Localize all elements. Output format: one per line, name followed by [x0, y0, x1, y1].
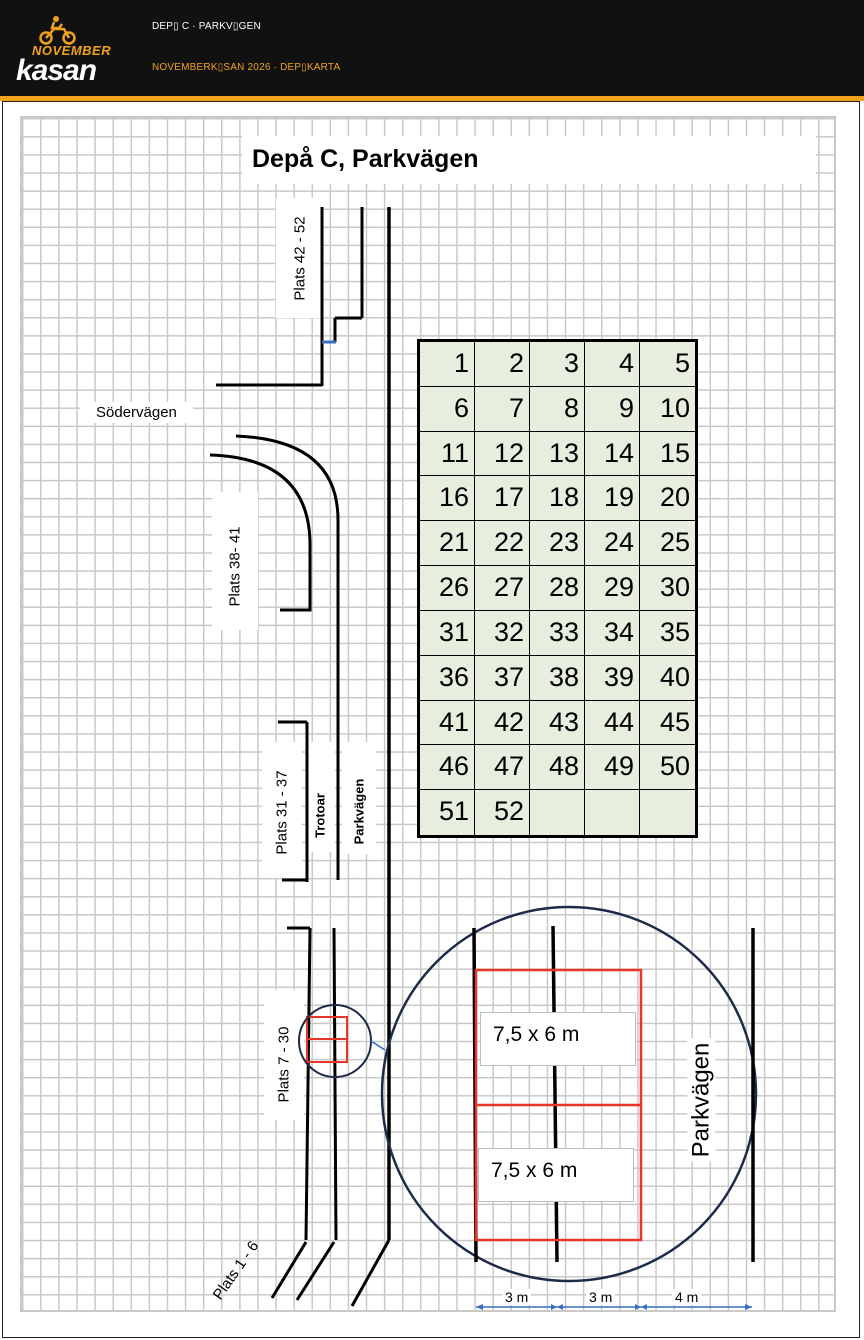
parking-slot: 19 [585, 476, 640, 521]
parking-slot: 48 [530, 745, 585, 790]
label-plats-7-30: Plats 7 - 30 [275, 1026, 293, 1103]
measure-3m-b: 3 m [586, 1289, 615, 1305]
parking-slot: 33 [530, 611, 585, 656]
label-plats-1-6: Plats 1 - 6 [209, 1237, 263, 1304]
parking-slot: 5 [640, 342, 695, 387]
header-title: DEP▯ C · PARKV▯GEN [152, 21, 261, 32]
parking-slot: 2 [475, 342, 530, 387]
label-trotoar: Trotoar [312, 793, 328, 838]
label-parkvagen-small: Parkvägen [351, 778, 367, 845]
parking-slot: 44 [585, 701, 640, 746]
parking-slot: 23 [530, 521, 585, 566]
parking-slot: 22 [475, 521, 530, 566]
parking-slot: 47 [475, 745, 530, 790]
slot-dimension-2: 7,5 x 6 m [478, 1148, 634, 1202]
parking-slot: 52 [475, 790, 530, 835]
header-subtitle: NOVEMBERK▯SAN 2026 · DEP▯KARTA [152, 62, 341, 73]
parking-slot: 9 [585, 387, 640, 432]
logo-text-kasan: kasan [16, 54, 97, 87]
parking-slot: 6 [420, 387, 475, 432]
slot-dimension-1: 7,5 x 6 m [480, 1012, 636, 1066]
parking-slot: 26 [420, 566, 475, 611]
parking-slot: 38 [530, 656, 585, 701]
parking-slot: 46 [420, 745, 475, 790]
parking-slot: 45 [640, 701, 695, 746]
parking-slot: 18 [530, 476, 585, 521]
parking-slot: 50 [640, 745, 695, 790]
parking-slot: 41 [420, 701, 475, 746]
parking-slot: 12 [475, 432, 530, 477]
parking-slot: 11 [420, 432, 475, 477]
parking-slot: 49 [585, 745, 640, 790]
parking-slot: 1 [420, 342, 475, 387]
parking-slot: 29 [585, 566, 640, 611]
parking-slot: 3 [530, 342, 585, 387]
parking-slot: 8 [530, 387, 585, 432]
parking-slot: 14 [585, 432, 640, 477]
parking-slot: 27 [475, 566, 530, 611]
logo-text-november: NOVEMBER [32, 43, 112, 58]
parking-slot: 25 [640, 521, 695, 566]
parking-slot: 17 [475, 476, 530, 521]
parking-slot: 37 [475, 656, 530, 701]
parking-slot: 10 [640, 387, 695, 432]
parking-slot: 7 [475, 387, 530, 432]
parking-slot: 43 [530, 701, 585, 746]
label-plats-38-41: Plats 38- 41 [226, 526, 244, 607]
label-sodervagen: Södervägen [80, 402, 193, 423]
parking-slot [530, 790, 585, 835]
parking-slot [585, 790, 640, 835]
parking-slot: 13 [530, 432, 585, 477]
detail-street-parkvagen: Parkvägen [687, 1039, 715, 1162]
parking-slot: 15 [640, 432, 695, 477]
parking-slot: 34 [585, 611, 640, 656]
parking-slot: 32 [475, 611, 530, 656]
measure-3m-a: 3 m [502, 1289, 531, 1305]
parking-slot [640, 790, 695, 835]
parking-slot: 28 [530, 566, 585, 611]
parking-slot: 36 [420, 656, 475, 701]
parking-slot: 40 [640, 656, 695, 701]
parking-slot: 30 [640, 566, 695, 611]
map-title: Depå C, Parkvägen [242, 136, 816, 184]
parking-slot: 20 [640, 476, 695, 521]
label-plats-31-37: Plats 31 - 37 [273, 770, 291, 855]
parking-slot: 21 [420, 521, 475, 566]
parking-slot: 39 [585, 656, 640, 701]
parking-slot: 35 [640, 611, 695, 656]
parking-slot-grid [417, 339, 698, 838]
parking-slot: 51 [420, 790, 475, 835]
parking-slot: 42 [475, 701, 530, 746]
parking-slot: 4 [585, 342, 640, 387]
parking-slot: 24 [585, 521, 640, 566]
measure-4m: 4 m [672, 1289, 701, 1305]
label-plats-42-52: Plats 42 - 52 [291, 216, 309, 301]
parking-slot: 31 [420, 611, 475, 656]
parking-slot: 16 [420, 476, 475, 521]
